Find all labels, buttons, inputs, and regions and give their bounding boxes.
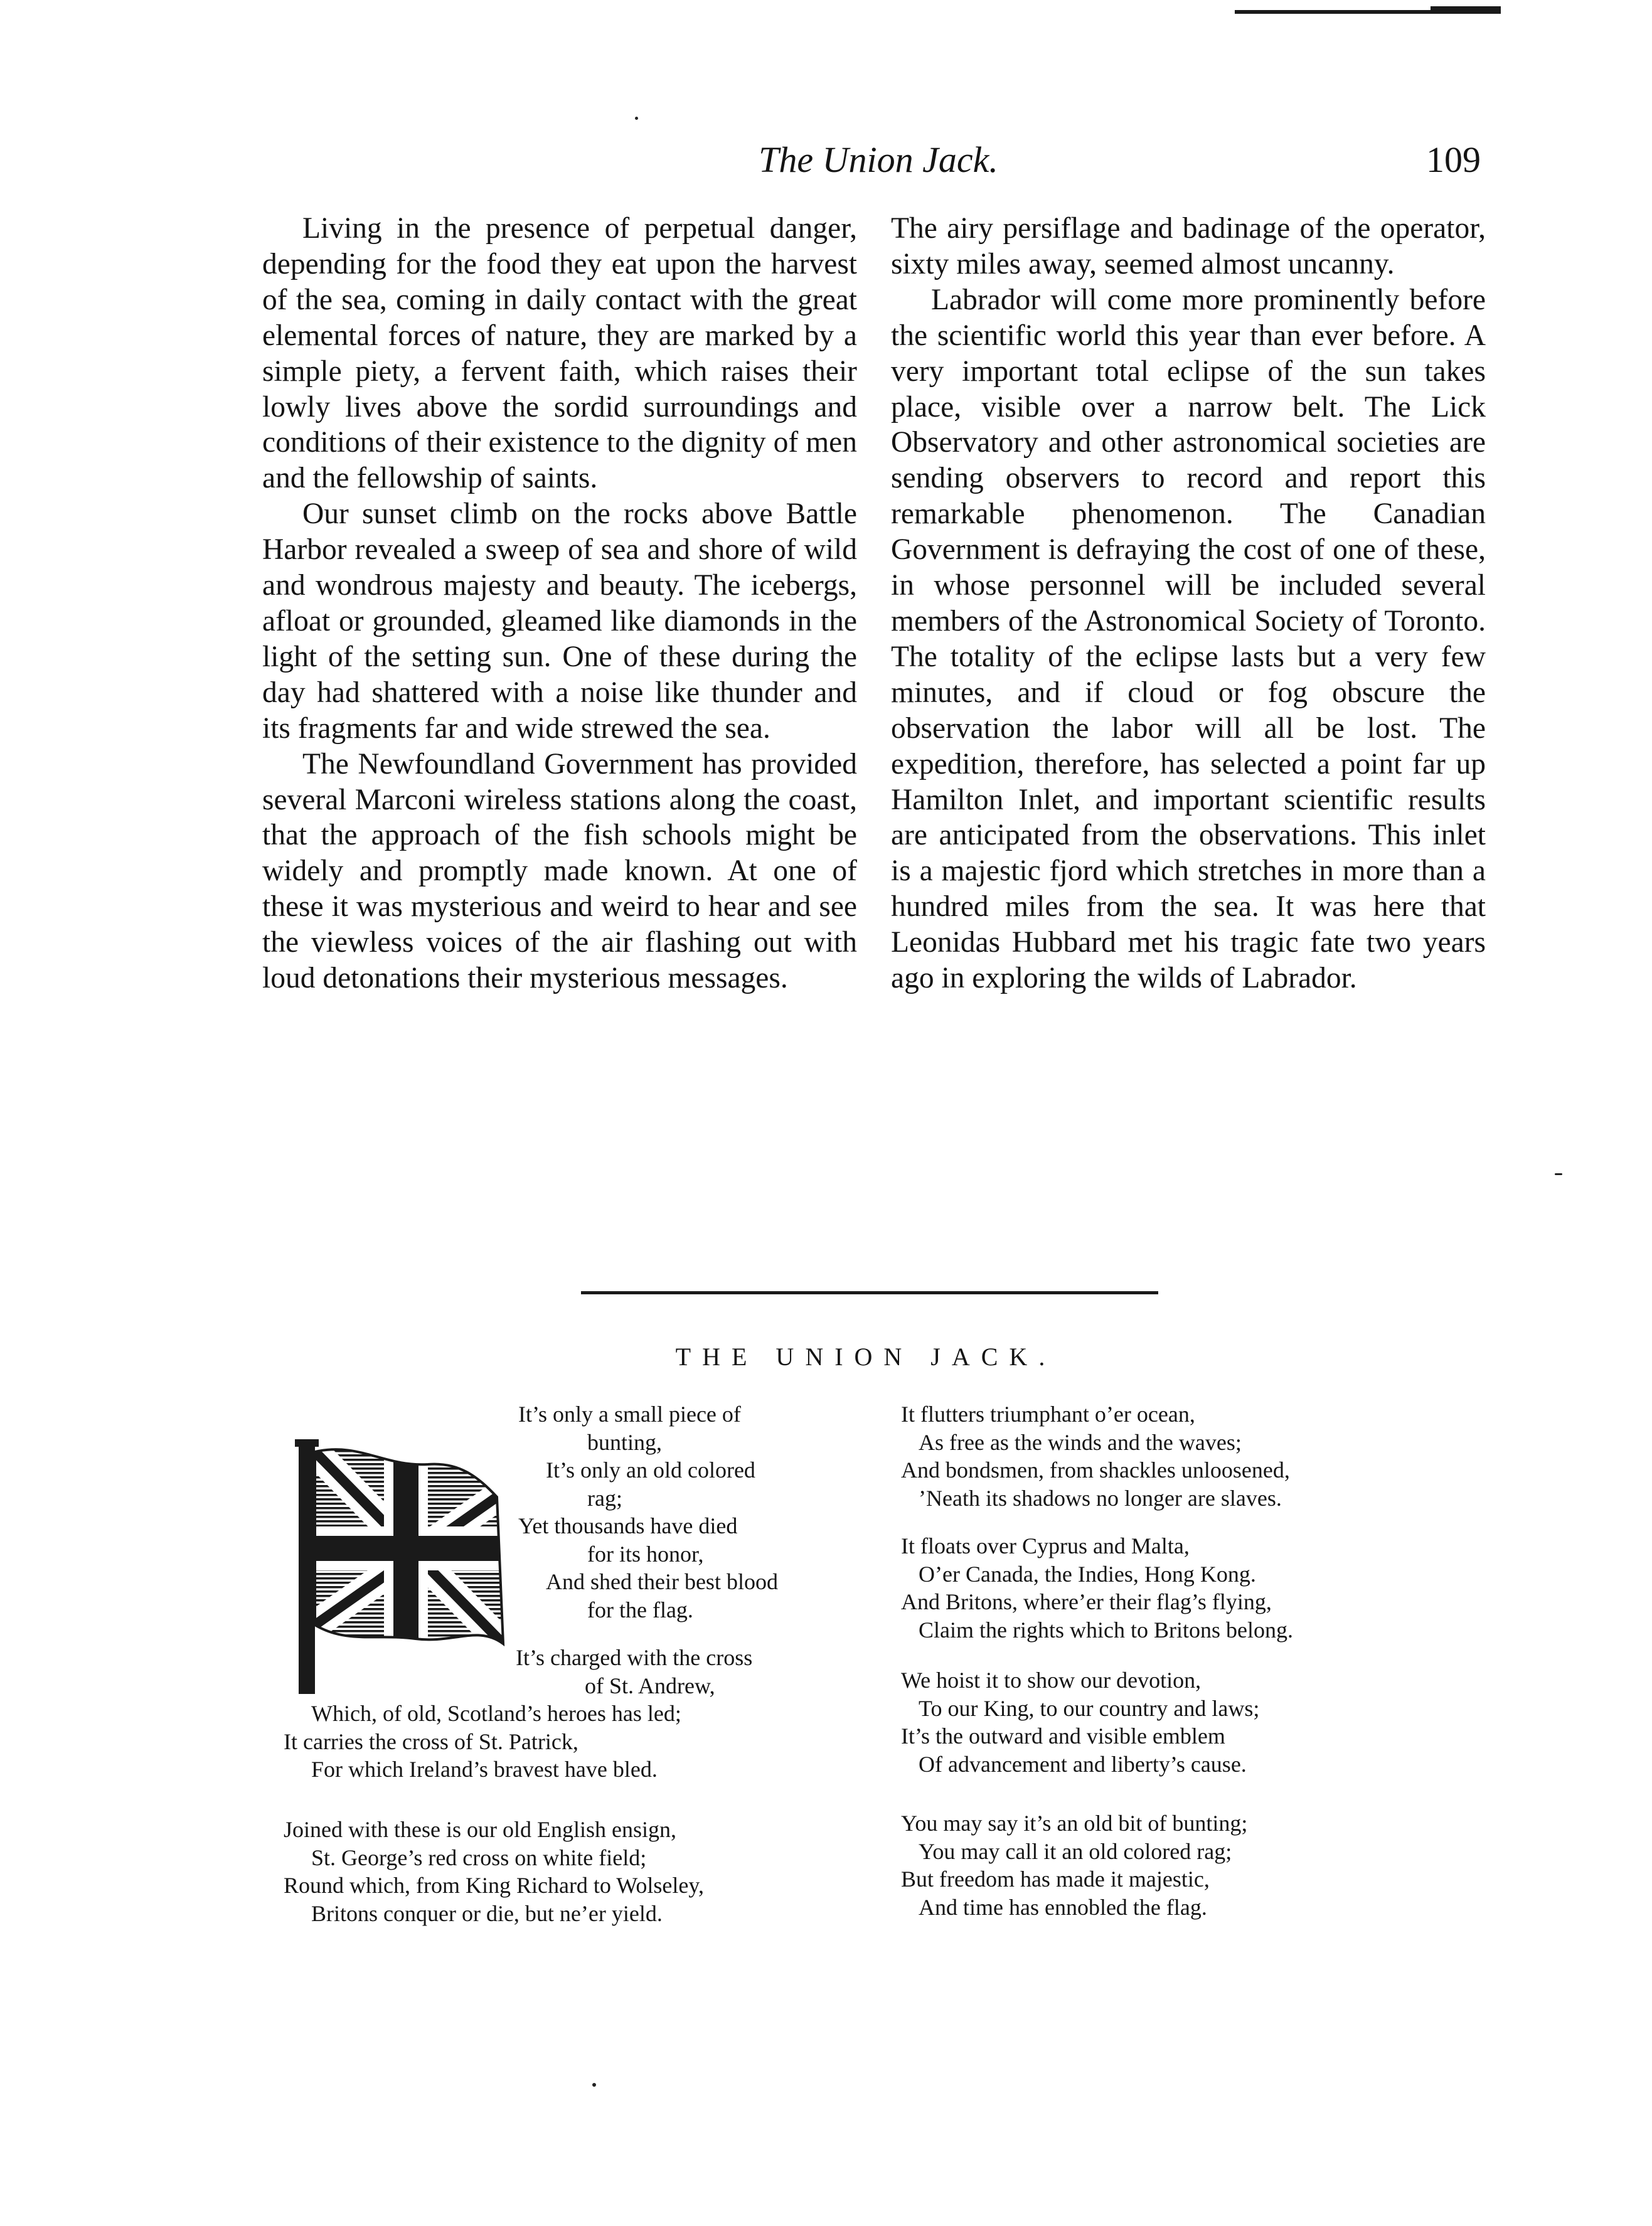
- poem-line-continued: for the flag.: [587, 1597, 693, 1622]
- poem-line: Claim the rights which to Britons belong.: [919, 1617, 1293, 1643]
- poem-line: ’Neath its shadows no longer are slaves.: [919, 1485, 1282, 1511]
- poem-line-continued: for its honor,: [587, 1541, 704, 1567]
- poem-stanza-3: [284, 1816, 704, 1927]
- poem-line: We hoist it to show our devotion,: [901, 1668, 1202, 1693]
- poem-stanza-4: [901, 1400, 1290, 1512]
- poem-line: And Britons, where’er their flag’s flying,: [901, 1589, 1272, 1614]
- poem-line: And shed their best blood: [546, 1569, 778, 1594]
- poem-line: And bondsmen, from shackles unloosened,: [901, 1457, 1290, 1483]
- poem-stanza-6: [901, 1666, 1259, 1778]
- article-column-left: [262, 211, 857, 996]
- poem-line: It floats over Cyprus and Malta,: [901, 1533, 1190, 1558]
- page-number: 109: [1426, 139, 1481, 180]
- print-speck: [635, 117, 638, 120]
- paragraph: The Newfoundland Government has provided several Marconi wireless stations along the coast, that the approach of the fish schools might be widely and promptly made known. At one of these it was mysterious and weird to hear and see the viewless voices of the air flashing out with loud detonations their mysterious messages.: [262, 747, 857, 995]
- poem-stanza-5: [901, 1532, 1293, 1644]
- poem-line: Joined with these is our old English ensign,: [284, 1817, 676, 1842]
- poem-line: It’s only an old colored: [546, 1457, 755, 1483]
- section-divider: [581, 1291, 1158, 1294]
- poem-line: It’s the outward and visible emblem: [901, 1723, 1225, 1749]
- poem-line: As free as the winds and the waves;: [919, 1429, 1242, 1455]
- print-speck: [592, 2083, 596, 2087]
- poem-line: And time has ennobled the flag.: [919, 1894, 1207, 1920]
- top-edge-rule-heavy: [1431, 6, 1501, 14]
- poem-stanza-1: [518, 1400, 778, 1624]
- article-column-right: [891, 211, 1486, 996]
- poem-line: You may say it’s an old bit of bunting;: [901, 1811, 1248, 1836]
- poem-title: THE UNION JACK.: [675, 1343, 1057, 1371]
- poem-line: You may call it an old colored rag;: [919, 1838, 1232, 1864]
- poem-line: It carries the cross of St. Patrick,: [284, 1728, 578, 1754]
- poem-line-continued: bunting,: [587, 1429, 663, 1455]
- paragraph: Our sunset climb on the rocks above Battle Harbor revealed a sweep of sea and shore of wild and wondrous majesty and beauty. The icebergs, afloat or grounded, gleamed like diamonds in the light of the setting sun. One of these during the day had shattered with a noise like thunder and its fragments far and wide strewed the sea.: [262, 498, 857, 745]
- poem-stanza-2: [284, 1644, 752, 1784]
- poem-line: It’s charged with the cross: [516, 1645, 753, 1670]
- poem-line: Britons conquer or die, but ne’er yield.: [311, 1900, 663, 1926]
- paragraph: Living in the presence of perpetual danger, depending for the food they eat upon the harvest of the sea, coming in daily contact with the great elemental forces of nature, they are marked by a simple piety, a fervent faith, which raises their lowly lives above the sordid surroundings and conditions of their existence to the dignity of men and the fellowship of saints.: [262, 212, 857, 495]
- poem-line: Of advancement and liberty’s cause.: [919, 1751, 1247, 1777]
- running-title: The Union Jack.: [759, 139, 998, 180]
- poem-line: It’s only a small piece of: [518, 1402, 741, 1427]
- poem-line: For which Ireland’s bravest have bled.: [311, 1757, 658, 1782]
- poem-line: St. George’s red cross on white field;: [311, 1845, 647, 1870]
- poem-line: But freedom has made it majestic,: [901, 1867, 1210, 1892]
- poem-line: It flutters triumphant o’er ocean,: [901, 1402, 1195, 1427]
- paragraph: Labrador will come more prominently before the scientific world this year than ever before. A very important total eclipse of the sun takes place, visible over a narrow belt. The Lick Observatory and other astronomical societies are sending observers to record and report this remarkable phenomenon. The Canadian Government is defraying the cost of one of these, in whose personnel will be included several members of the Astronomical Society of Toronto. The totality of the eclipse lasts but a very few minutes, and if cloud or fog obscure the observation the labor will all be lost. The expedition, therefore, has selected a point far up Hamilton Inlet, and important scientific results are anticipated from the observations. This inlet is a majestic fjord which stretches in more than a hundred miles from the sea. It was here that Leonidas Hubbard met his tragic fate two years ago in exploring the wilds of Labrador.: [891, 283, 1486, 995]
- poem-line: O’er Canada, the Indies, Hong Kong.: [919, 1561, 1256, 1587]
- poem-line: To our King, to our country and laws;: [919, 1695, 1260, 1721]
- poem-line: Which, of old, Scotland’s heroes has led;: [311, 1701, 681, 1726]
- poem-line-continued: of St. Andrew,: [585, 1673, 715, 1698]
- print-speck: [1555, 1173, 1562, 1175]
- poem-stanza-7: [901, 1809, 1247, 1921]
- poem-line: Yet thousands have died: [518, 1513, 738, 1538]
- paragraph: The airy persiflage and badinage of the operator, sixty miles away, seemed almost uncanny.: [891, 212, 1486, 280]
- poem-line: Round which, from King Richard to Wolseley,: [284, 1873, 705, 1898]
- poem-line-continued: rag;: [587, 1485, 622, 1511]
